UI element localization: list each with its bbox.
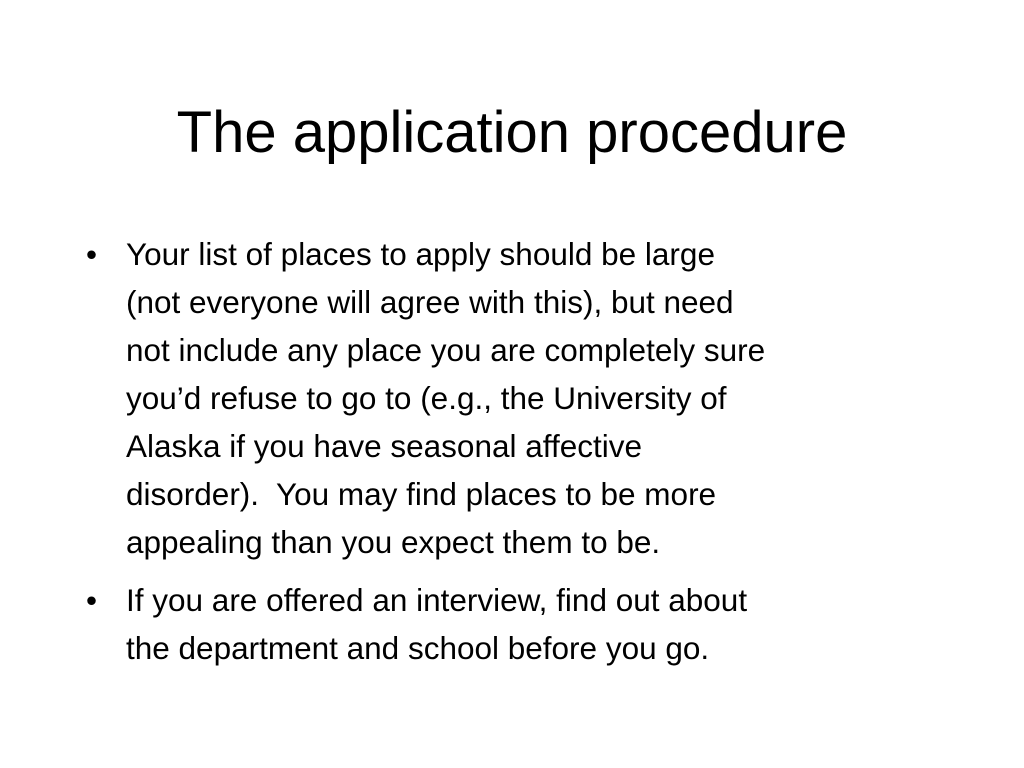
bullet-line: the department and school before you go.: [126, 630, 710, 666]
bullet-line: If you are offered an interview, find out about: [126, 582, 748, 618]
bullet-item: [80, 230, 950, 566]
bullet-marker-icon: •: [86, 582, 98, 618]
bullet-marker-icon: •: [86, 236, 98, 272]
bullet-list: [80, 230, 950, 682]
bullet-line: disorder). You may find places to be more: [126, 476, 717, 512]
slide-title: The application procedure: [176, 100, 848, 165]
bullet-line: (not everyone will agree with this), but need: [126, 284, 734, 320]
bullet-line: Your list of places to apply should be large: [126, 236, 715, 272]
bullet-line: you’d refuse to go to (e.g., the University of: [126, 380, 727, 416]
bullet-item: [80, 576, 950, 672]
bullet-line: Alaska if you have seasonal affective: [126, 428, 642, 464]
bullet-line: not include any place you are completely sure: [126, 332, 766, 368]
bullet-line: appealing than you expect them to be.: [126, 524, 661, 560]
